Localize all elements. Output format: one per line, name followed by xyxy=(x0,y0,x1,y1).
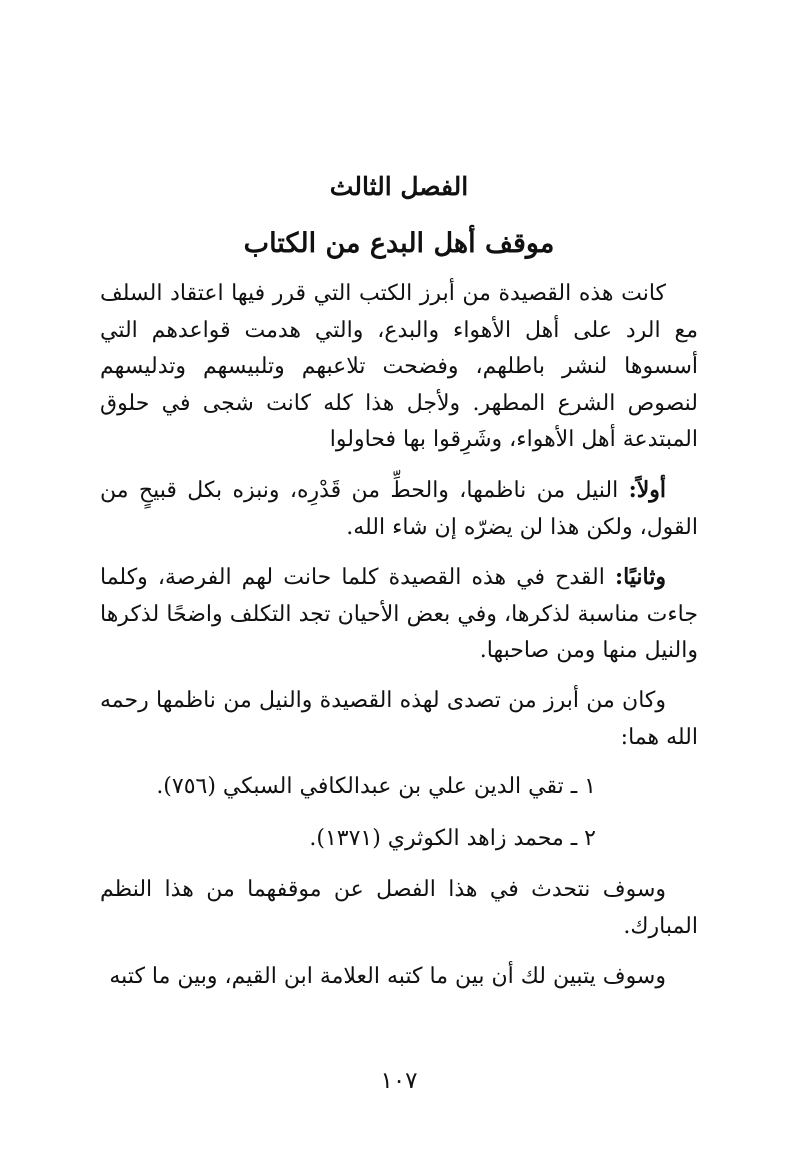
second-point-text: القدح في هذه القصيدة كلما حانت لهم الفرصة، وكلما جاءت مناسبة لذكرها، وفي بعض الأحيان تجد التكلف واضحًا لذكرها والنيل منها ومن صاحبها. xyxy=(100,565,698,664)
chapter-heading: الفصل الثالث xyxy=(329,172,469,201)
section-title: موقف أهل البدع من الكتاب xyxy=(243,228,555,259)
list-item-kawthari: ٢ ـ محمد زاهد الكوثري (١٣٧١). xyxy=(309,825,596,851)
second-point-label: وثانيًا: xyxy=(614,564,666,591)
first-point-label: أولاً: xyxy=(628,476,666,503)
paragraph-opponents: وكان من أبرز من تصدى لهذه القصيدة والنيل من ناظمها رحمه الله هما: xyxy=(100,687,698,750)
paragraph-continuation: وسوف يتبين لك أن بين ما كتبه العلامة ابن القيم، وبين ما كتبه xyxy=(109,963,666,989)
paragraph-chapter-scope: وسوف نتحدث في هذا الفصل عن موقفهما من هذا النظم المبارك. xyxy=(100,877,698,939)
list-item-subki: ١ ـ تقي الدين علي بن عبدالكافي السبكي (٧٥٦). xyxy=(156,774,596,800)
first-point-text: النيل من ناظمها، والحطِّ من قَدْرِه، ونبزه بكل قبيحٍ من القول، ولكن هذا لن يضرّه إن شاء الله. xyxy=(100,477,698,540)
paragraph-intro: كانت هذه القصيدة من أبرز الكتب التي قرر فيها اعتقاد السلف مع الرد على أهل الأهواء والبدع، والتي هدمت قواعدهم التي أسسوها لنشر باطلهم، وفضحت تلاعبهم وتلبيسهم وتدليسهم لنصوص الشرع المطهر. ولأجل هذا كله كانت شجى في حلوق المبتدعة أهل الأهواء، وشَرِقوا بها فحاولوا xyxy=(100,281,698,453)
body-text xyxy=(100,276,698,1008)
page-number: ١٠٧ xyxy=(380,1068,418,1094)
paragraph-second-point xyxy=(100,559,698,670)
paragraph-first-point xyxy=(100,472,698,546)
